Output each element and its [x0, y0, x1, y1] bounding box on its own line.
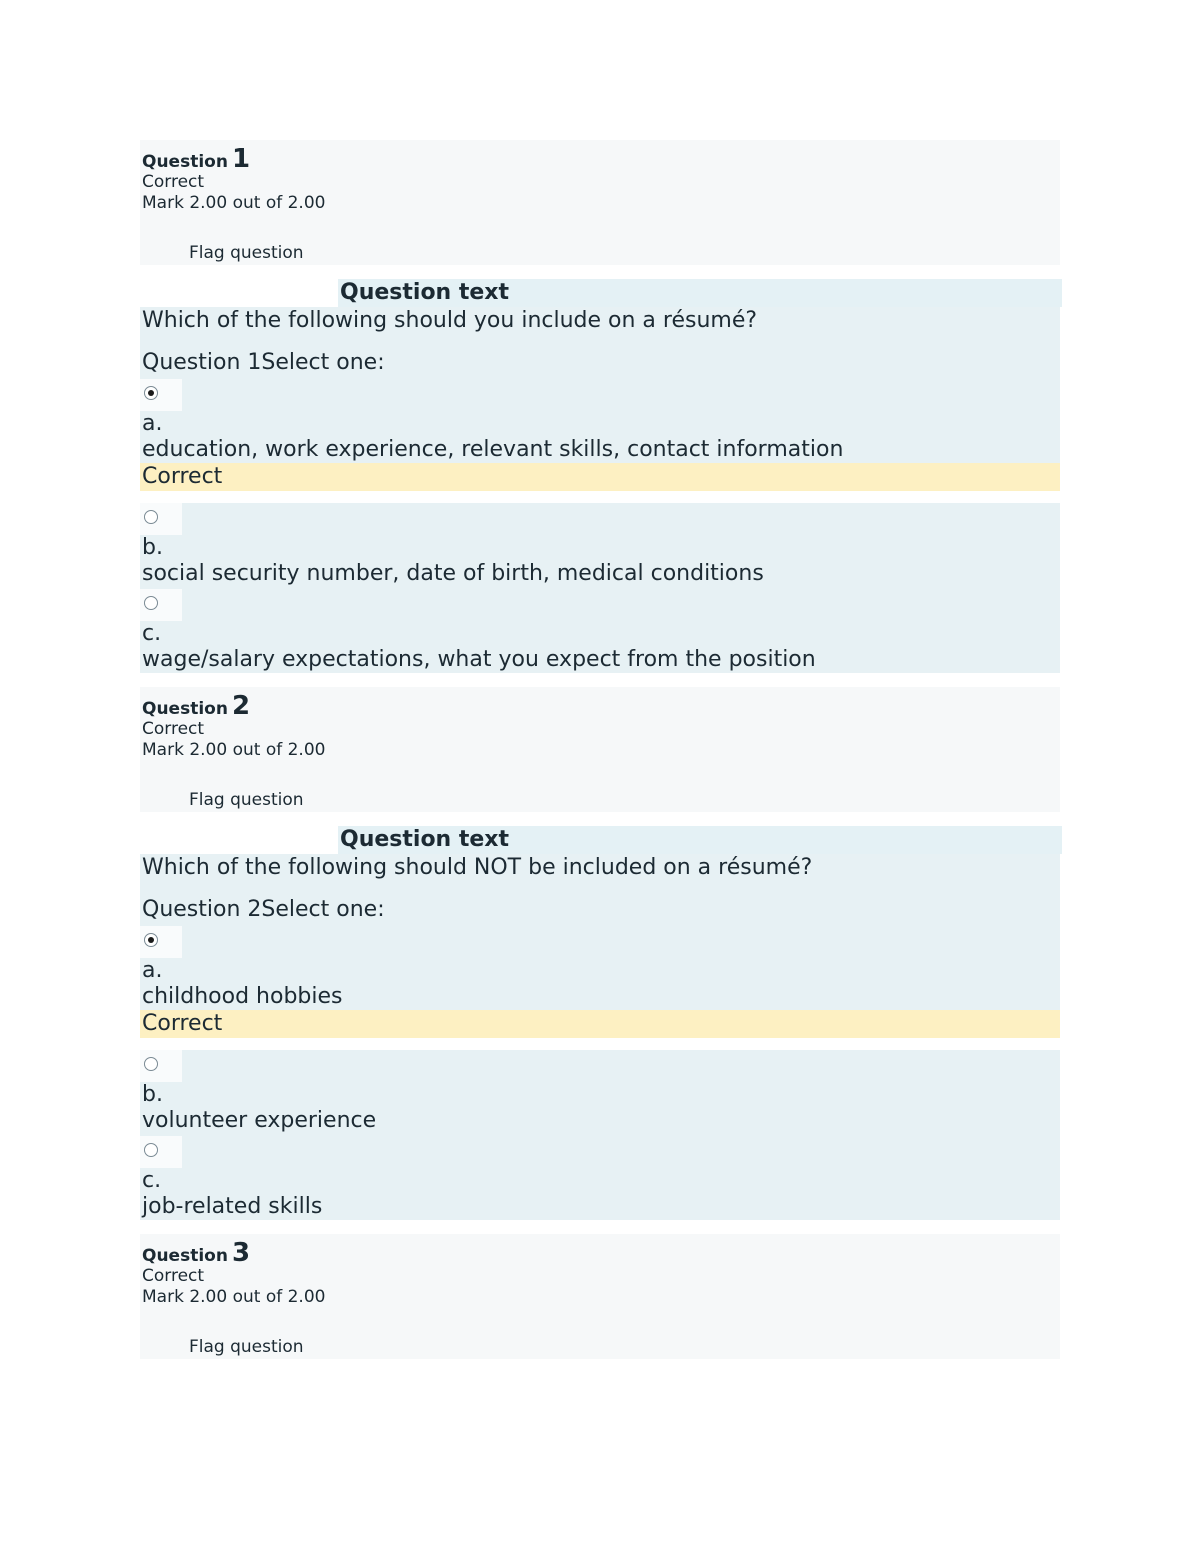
question-text-heading: Question text: [338, 279, 1062, 307]
question-state: Correct: [142, 719, 205, 739]
question-2-remaining-options: [140, 1050, 1060, 1220]
question-2-body: [140, 854, 1060, 1010]
option-feedback: Correct: [140, 463, 1060, 491]
answer-option-b[interactable]: [140, 1050, 1060, 1134]
question-grade: Mark 2.00 out of 2.00: [142, 193, 326, 213]
option-letter: c.: [142, 621, 162, 646]
flag-question-link[interactable]: Flag question: [189, 243, 304, 263]
question-2-content: [140, 826, 1060, 1220]
radio-container[interactable]: [140, 589, 182, 621]
question-3-info: [140, 1234, 1060, 1359]
option-text: job-related skills: [142, 1194, 323, 1219]
option-letter: b.: [142, 535, 163, 560]
answer-option-a[interactable]: [140, 379, 1060, 463]
answer-option-b[interactable]: [140, 503, 1060, 587]
select-prompt: Question 2Select one:: [142, 897, 385, 922]
radio-container[interactable]: [140, 379, 182, 411]
question-state: Correct: [142, 1266, 205, 1286]
question-number: Question 3: [142, 1238, 251, 1268]
option-feedback: Correct: [140, 1010, 1060, 1038]
question-1-body: [140, 307, 1060, 463]
question-text-heading: Question text: [338, 826, 1062, 854]
radio-container[interactable]: [140, 1050, 182, 1082]
answer-option-a[interactable]: [140, 926, 1060, 1010]
question-1-info: [140, 140, 1060, 265]
option-text: childhood hobbies: [142, 984, 343, 1009]
option-text: volunteer experience: [142, 1108, 377, 1133]
question-number-value: 2: [231, 691, 251, 721]
answer-option-c[interactable]: [140, 1136, 1060, 1220]
option-text: education, work experience, relevant skills, contact information: [142, 437, 844, 462]
question-1-content: [140, 279, 1060, 673]
question-number: Question 2: [142, 691, 251, 721]
radio-button[interactable]: [144, 1057, 158, 1071]
option-letter: a.: [142, 411, 163, 436]
flag-question-link[interactable]: Flag question: [189, 1337, 304, 1357]
radio-button-checked[interactable]: [144, 933, 158, 947]
radio-button-checked[interactable]: [144, 386, 158, 400]
radio-button[interactable]: [144, 596, 158, 610]
question-1-remaining-options: [140, 503, 1060, 673]
radio-container[interactable]: [140, 1136, 182, 1168]
flag-question-link[interactable]: Flag question: [189, 790, 304, 810]
radio-container[interactable]: [140, 503, 182, 535]
radio-button[interactable]: [144, 510, 158, 524]
option-letter: a.: [142, 958, 163, 983]
answer-option-c[interactable]: [140, 589, 1060, 673]
select-prompt: Question 1Select one:: [142, 350, 385, 375]
radio-container[interactable]: [140, 926, 182, 958]
question-text: Which of the following should NOT be included on a résumé?: [142, 855, 813, 880]
radio-button[interactable]: [144, 1143, 158, 1157]
quiz-review-page: [140, 140, 1060, 1359]
question-text: Which of the following should you include on a résumé?: [142, 308, 758, 333]
option-text: social security number, date of birth, medical conditions: [142, 561, 764, 586]
question-grade: Mark 2.00 out of 2.00: [142, 1287, 326, 1307]
question-grade: Mark 2.00 out of 2.00: [142, 740, 326, 760]
question-state: Correct: [142, 172, 205, 192]
option-letter: b.: [142, 1082, 163, 1107]
question-number-value: 3: [231, 1238, 251, 1268]
option-letter: c.: [142, 1168, 162, 1193]
question-number-value: 1: [231, 144, 251, 174]
option-text: wage/salary expectations, what you expect from the position: [142, 647, 816, 672]
question-2-info: [140, 687, 1060, 812]
question-number: Question 1: [142, 144, 251, 174]
